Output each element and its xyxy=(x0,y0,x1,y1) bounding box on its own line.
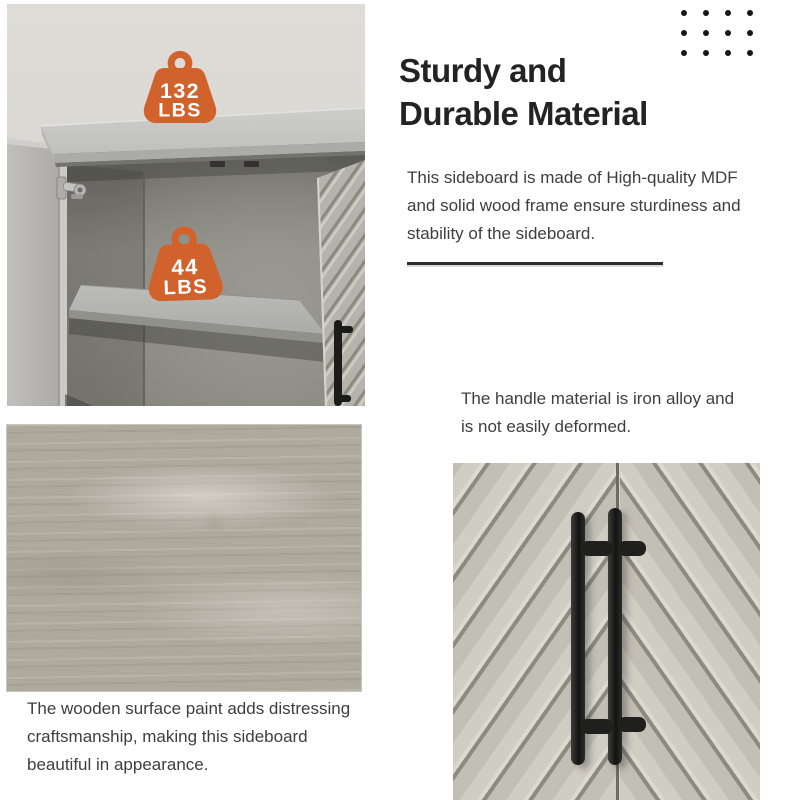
door-hinge-mark xyxy=(210,161,225,167)
section-title xyxy=(399,49,648,135)
handle-post xyxy=(340,326,353,333)
chevron-door-left xyxy=(453,463,616,800)
dot xyxy=(681,30,687,36)
dot xyxy=(703,10,709,16)
dot xyxy=(725,50,731,56)
dot xyxy=(703,50,709,56)
handle-post xyxy=(338,395,351,402)
dot xyxy=(747,10,753,16)
dot xyxy=(681,10,687,16)
handle-description xyxy=(461,385,791,441)
dot xyxy=(747,30,753,36)
text-line: This sideboard is made of High-quality MDF xyxy=(407,168,738,187)
title-line: Sturdy and xyxy=(399,52,567,89)
surface-description xyxy=(27,695,372,779)
dot xyxy=(681,50,687,56)
text-line: craftsmanship, making this sideboard xyxy=(27,727,308,746)
door-hinge-mark xyxy=(244,161,259,167)
handle-post xyxy=(618,541,646,556)
door-handle-bar xyxy=(334,320,342,406)
cabinet-open-doors-photo xyxy=(7,4,365,406)
material-description xyxy=(407,164,752,248)
chevron-door-right xyxy=(619,463,760,800)
dot xyxy=(747,50,753,56)
badge-unit: LBS xyxy=(158,99,202,122)
weight-badge-tabletop xyxy=(138,51,222,126)
text-line: stability of the sideboard. xyxy=(407,224,596,243)
text-line: The wooden surface paint adds distressing xyxy=(27,699,351,718)
dot xyxy=(725,30,731,36)
text-line: The handle material is iron alloy and xyxy=(461,389,735,408)
door-handles-closeup-photo xyxy=(453,463,760,800)
dots-ornament xyxy=(681,10,753,56)
divider-line xyxy=(407,262,663,265)
badge-value: 132 xyxy=(160,78,200,103)
badge-value: 44 xyxy=(170,254,200,281)
dot xyxy=(703,30,709,36)
handle-post xyxy=(581,719,613,734)
text-line: and solid wood frame ensure sturdiness and xyxy=(407,196,741,215)
handle-post xyxy=(581,541,613,556)
badge-unit: LBS xyxy=(163,275,209,300)
wood-grain-texture-photo xyxy=(6,424,362,692)
handle-post xyxy=(618,717,646,732)
dot xyxy=(725,10,731,16)
weight-badge-shelf xyxy=(141,225,230,306)
text-line: is not easily deformed. xyxy=(461,417,632,436)
title-line: Durable Material xyxy=(399,95,648,132)
text-line: beautiful in appearance. xyxy=(27,755,209,774)
